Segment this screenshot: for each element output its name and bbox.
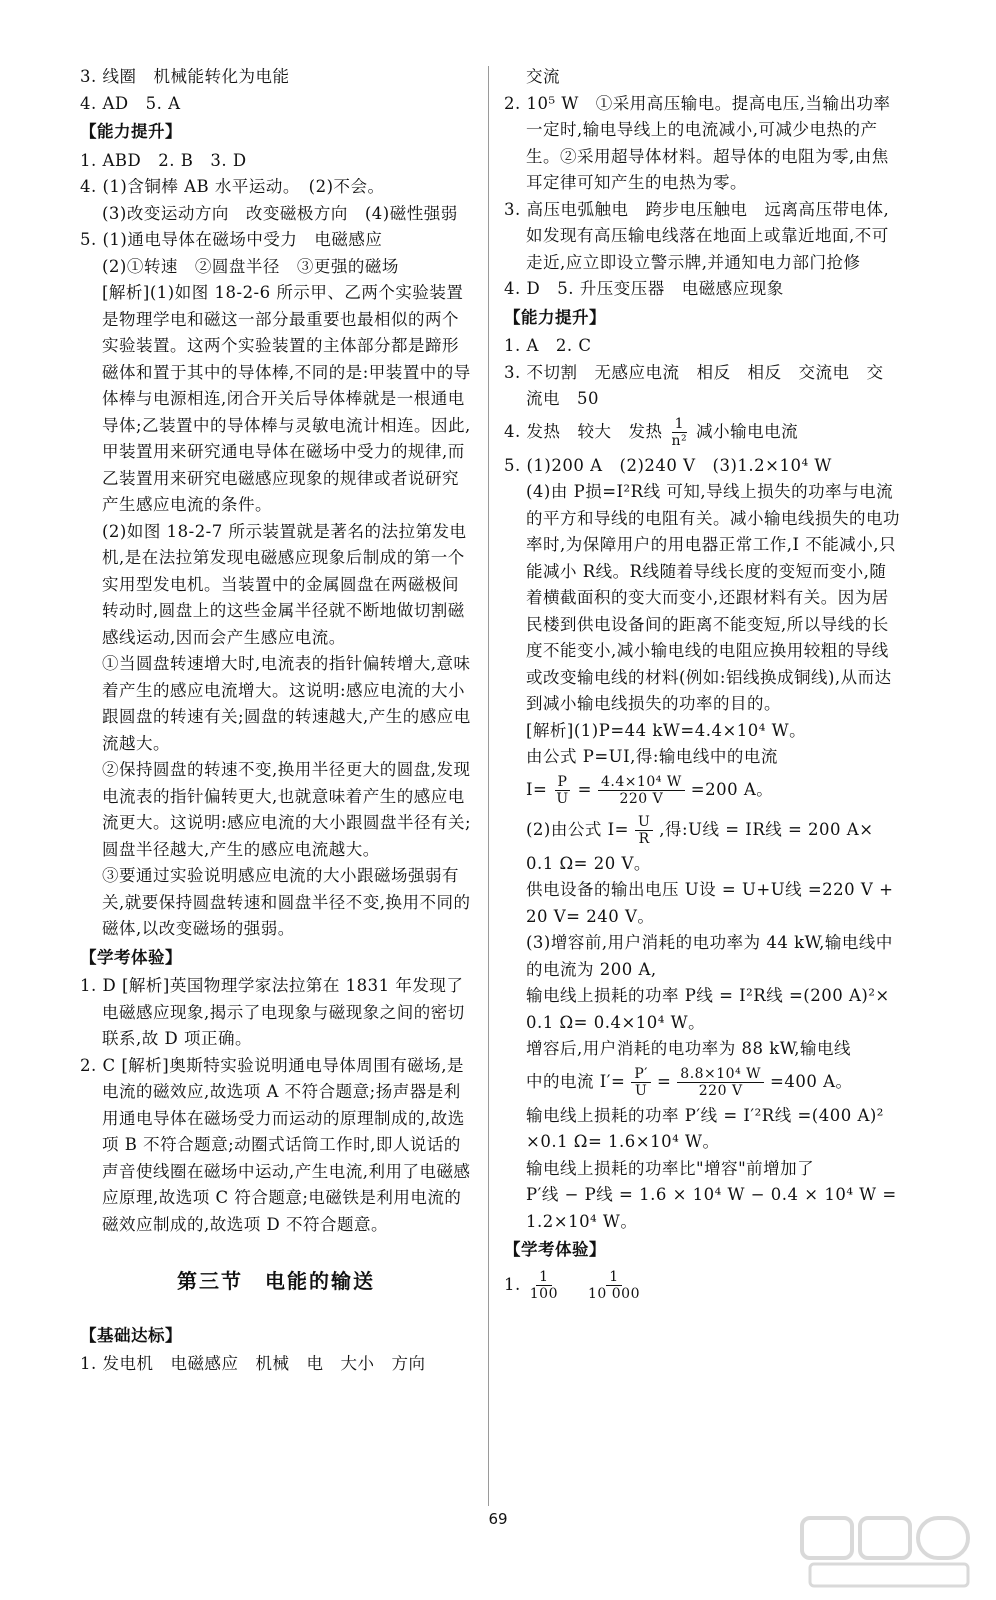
- answer-line: 3. 高压电弧触电 跨步电压触电 远离高压带电体,如发现有高压输电线落在地面上或靠近地面,不可走近,应立即设立警示牌,并通知电力部门抢修: [504, 199, 890, 272]
- answer-line: (2)①转速 ②圆盘半径 ③更强的磁场: [102, 256, 399, 276]
- fraction-denominator: U: [634, 1083, 648, 1099]
- answer-line: 交流: [526, 67, 560, 86]
- answer-line: 4. (1)含铜棒 AB 水平运动。 (2)不会。: [80, 177, 385, 196]
- answer-line: 3. 不切割 无感应电流 相反 相反 交流电 交流电 50: [504, 362, 884, 408]
- answer-line: 3. 线圈 机械能转化为电能: [80, 67, 290, 86]
- watermark-logo: [800, 1516, 976, 1590]
- analysis-line: 增容后,用户消耗的电功率为 88 kW,输电线: [526, 1039, 852, 1058]
- answer-line: 4. D 5. 升压变压器 电磁感应现象: [504, 279, 784, 298]
- answer-text: 1.: [504, 1275, 521, 1295]
- fraction: [669, 416, 691, 449]
- formula-equals: =: [656, 1072, 672, 1092]
- answer-text: 4. 发热 较大 发热: [504, 422, 663, 442]
- answer-line: 1. D [解析]英国物理学家法拉第在 1831 年发现了电磁感应现象,揭示了电现象与磁现象之间的密切联系,故 D 项正确。: [80, 976, 465, 1048]
- section-heading-nengli: 【能力提升】: [80, 122, 182, 141]
- analysis-paragraph: (4)由 P损=I²R线 可知,导线上损失的功率与电流的平方和导线的电阻有关。减小输电线损失的电功率时,为保障用户的用电器正常工作,I 不能减小,只能减小 R线。R线随着导线长度的变短而变小,随着横截面积的变大而变小,还跟材料有关。因为居民楼到供电设备间的距离不能变短,所以导线的长度不能变小,减小输电线的电阻应换用较粗的导线或改变输电线的材料(例如:铝线换成铜线),从而达到减小输电线损失的功率的目的。: [526, 482, 900, 713]
- fraction-denominator: 10 000: [587, 1286, 640, 1302]
- section-heading-xuekao: 【学考体验】: [80, 947, 182, 967]
- analysis-paragraph: ①当圆盘转速增大时,电流表的指针偏转增大,意味着产生的感应电流增大。这说明:感应电流的大小跟圆盘的转速有关;圆盘的转速越大,产生的感应电流越大。: [102, 654, 471, 753]
- fraction-numerator: U: [635, 814, 653, 831]
- fraction: [631, 1066, 651, 1099]
- answer-line: 2. C [解析]奥斯特实验说明通电导体周围有磁场,是电流的磁效应,故选项 A 不符合题意;扬声器是利用通电导体在磁场受力而运动的原理制成的,故选项 B 不符合题意;动圈式话筒工作时,即人说话的声音使线圈在磁场中运动,产生电流,利用了电磁感应原理,故选项 C 符合题意;电磁铁是利用电流的磁效应制成的,故选项 D 不符合题意。: [80, 1055, 471, 1234]
- analysis-paragraph: (2)如图 18-2-7 所示装置就是著名的法拉第发电机,是在法拉第发现电磁感应现象后制成的第一个实用型发电机。当装置中的金属圆盘在两磁极间转动时,圆盘上的这些金属半径就不断地做切割磁感线运动,因而会产生感应电流。: [102, 521, 467, 647]
- fraction-denominator: 220 V: [619, 791, 664, 807]
- right-column: [504, 64, 900, 1306]
- formula-text: (2)由公式 I=: [526, 820, 629, 840]
- fraction: [527, 1269, 561, 1302]
- fraction: [677, 1066, 764, 1099]
- answer-line-fraction: [504, 1266, 900, 1306]
- fraction-denominator: R: [638, 831, 650, 847]
- analysis-line: 输电线上损耗的功率 P′线 = I′²R线 =(400 A)² ×0.1 Ω= 1.6×10⁴ W。: [526, 1105, 884, 1151]
- answer-line: (3)改变运动方向 改变磁极方向 (4)磁性强弱: [102, 203, 458, 223]
- formula-current-after: [504, 1063, 900, 1103]
- formula-text: 中的电流 I′=: [526, 1072, 626, 1092]
- fraction-numerator: 4.4×10⁴ W: [598, 774, 685, 791]
- left-column: [80, 64, 472, 1378]
- answer-line: 1. ABD 2. B 3. D: [80, 150, 247, 170]
- fraction-numerator: 1: [536, 1269, 551, 1286]
- analysis-line: 供电设备的输出电压 U设 = U+U线 =220 V + 20 V= 240 V。: [526, 880, 894, 926]
- answer-line: 1. A 2. C: [504, 336, 592, 355]
- formula-result: =200 A。: [690, 780, 774, 800]
- fraction: [585, 1269, 643, 1302]
- answer-line: 5. (1)200 A (2)240 V (3)1.2×10⁴ W: [504, 455, 832, 475]
- analysis-line: 输电线上损耗的功率 P线 = I²R线 =(200 A)²× 0.1 Ω= 0.4×10⁴ W。: [526, 986, 890, 1032]
- section-heading-jichu: 【基础达标】: [80, 1325, 182, 1345]
- formula-equals: =: [577, 780, 592, 800]
- answer-line: 5. (1)通电导体在磁场中受力 电磁感应: [80, 230, 383, 249]
- column-divider: [488, 66, 489, 1506]
- answer-text: 减小输电电流: [696, 422, 799, 442]
- fraction-numerator: 8.8×10⁴ W: [677, 1066, 764, 1083]
- analysis-paragraph: ②保持圆盘的转速不变,换用半径更大的圆盘,发现电流表的指针偏转更大,也就意味着产生的感应电流更大。这说明:感应电流的大小跟圆盘半径有关;圆盘半径越大,产生的感应电流越大。: [102, 760, 472, 859]
- section-title: 第三节 电能的输送: [177, 1269, 375, 1293]
- answer-line: 4. AD 5. A: [80, 93, 181, 113]
- analysis-line: 0.1 Ω= 20 V。: [526, 853, 651, 873]
- fraction: [635, 814, 653, 847]
- fraction-denominator: 220 V: [698, 1083, 743, 1099]
- analysis-paragraph: ③要通过实验说明感应电流的大小跟磁场强弱有关,就要保持圆盘转速和圆盘半径不变,换用不同的磁体,以改变磁场的强弱。: [102, 866, 471, 938]
- answer-line-fraction: [504, 413, 900, 453]
- fraction-numerator: P: [555, 774, 571, 791]
- analysis-line: 输电线上损耗的功率比"增容"前增加了: [526, 1158, 815, 1178]
- fraction: [553, 774, 571, 807]
- section-heading-nengli: 【能力提升】: [504, 307, 606, 327]
- answer-line: 2. 10⁵ W ①采用高压输电。提高电压,当输出功率一定时,输电导线上的电流减小,可减少电热的产生。②采用超导体材料。超导体的电阻为零,由焦耳定律可知产生的电热为零。: [504, 93, 891, 192]
- formula-text: ,得:U线 = IR线 = 200 A×: [659, 820, 874, 840]
- analysis-paragraph: [解析](1)如图 18-2-6 所示甲、乙两个实验装置是物理学电和磁这一部分最重要也最相似的两个实验装置。这两个实验装置的主体部分都是蹄形磁体和置于其中的导体棒,不同的是:甲装置中的导体棒与电源相连,闭合开关后导体棒就是一根通电导体;乙装置中的导体棒与灵敏电流计相连。因此,甲装置用来研究通电导体在磁场中受力的规律,而乙装置用来研究电磁感应现象的规律或者说研究产生感应电流的条件。: [102, 283, 471, 514]
- fraction-denominator: n²: [671, 433, 688, 449]
- analysis-line: (3)增容前,用户消耗的电功率为 44 kW,输电线中的电流为 200 A,: [526, 933, 893, 979]
- analysis-line: P′线 − P线 = 1.6 × 10⁴ W − 0.4 × 10⁴ W = 1.2×10⁴ W。: [526, 1185, 897, 1231]
- page-number: 69: [488, 1510, 508, 1528]
- answer-line: 1. 发电机 电磁感应 机械 电 大小 方向: [80, 1354, 426, 1373]
- fraction-numerator: P′: [631, 1066, 651, 1083]
- analysis-line: [解析](1)P=44 kW=4.4×10⁴ W。: [526, 720, 807, 740]
- formula-result: =400 A。: [770, 1072, 853, 1092]
- fraction-numerator: 1: [606, 1269, 621, 1286]
- fraction: [598, 774, 685, 807]
- fraction-numerator: 1: [672, 416, 687, 433]
- formula-current: [504, 771, 900, 811]
- analysis-line: 由公式 P=UI,得:输电线中的电流: [526, 747, 778, 766]
- section-heading-xuekao: 【学考体验】: [504, 1240, 606, 1259]
- formula-lhs: I=: [526, 780, 548, 800]
- fraction-denominator: 100: [529, 1286, 558, 1302]
- fraction-denominator: U: [556, 791, 569, 807]
- formula-voltage: [504, 811, 900, 851]
